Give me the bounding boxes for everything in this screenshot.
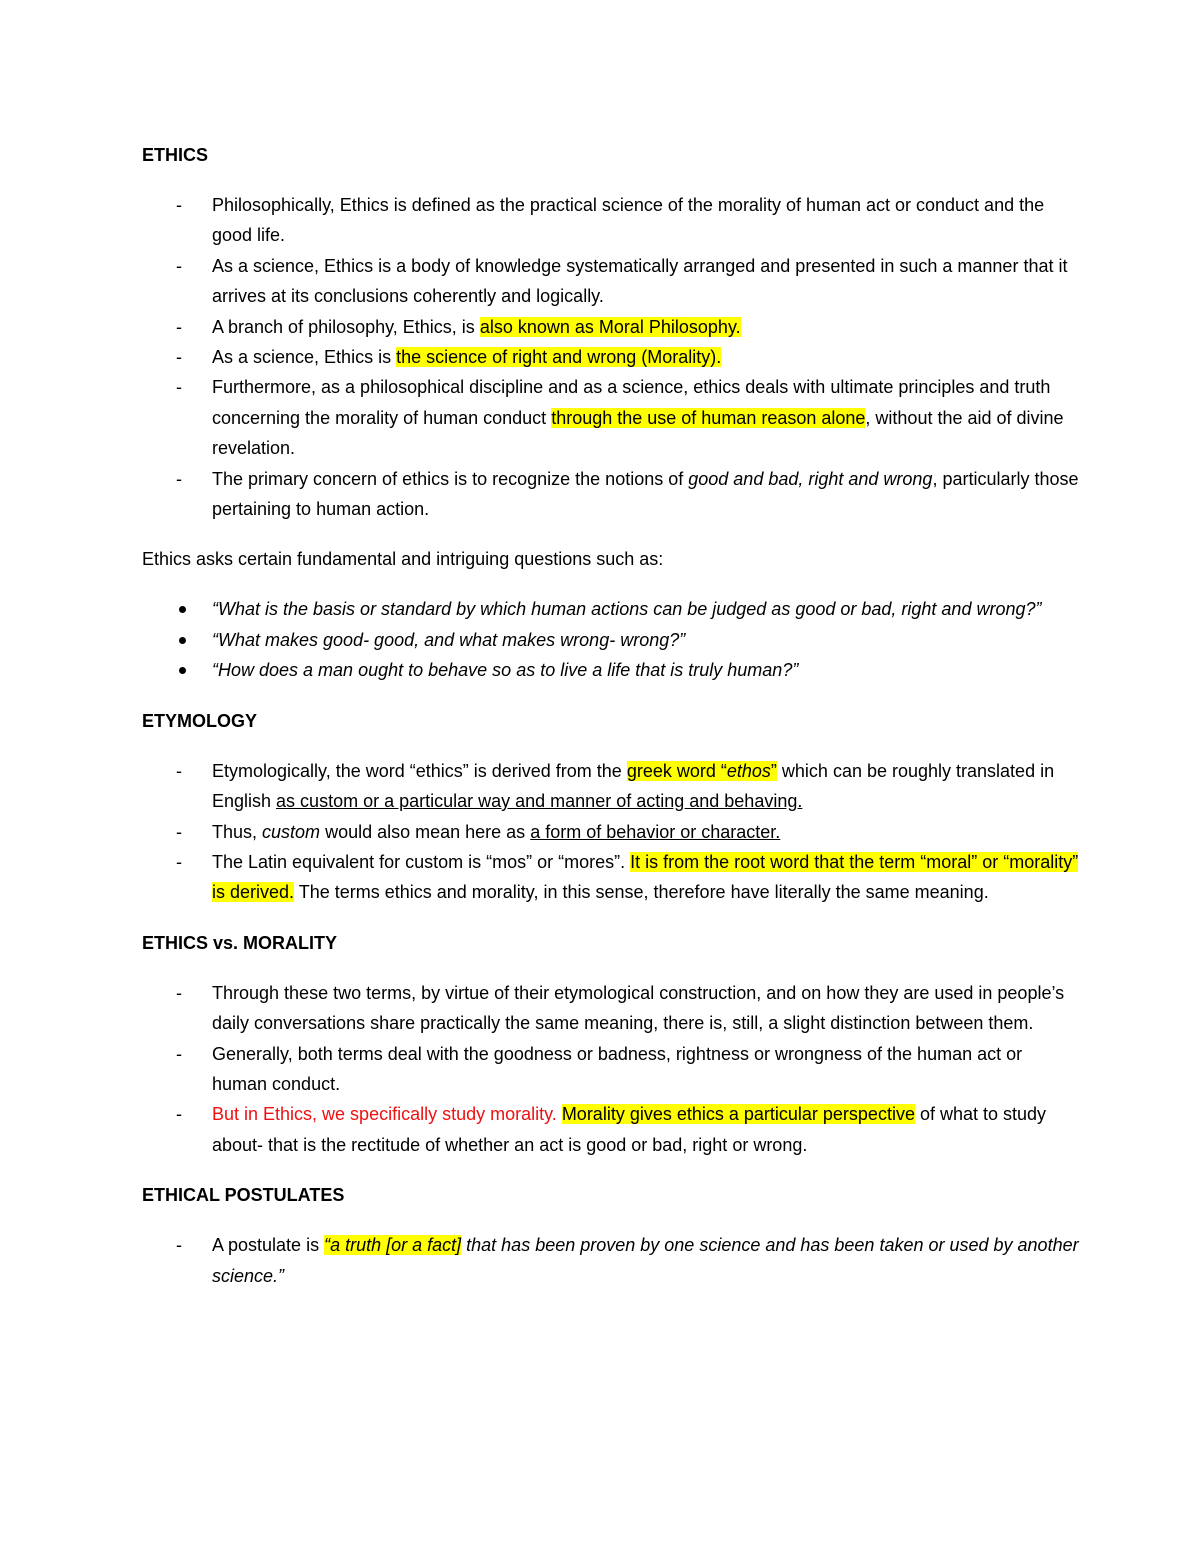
list-item: [142, 756, 1080, 817]
list-item: [142, 847, 1080, 908]
item-text: As a science, Ethics is a body of knowledge systematically arranged and presented in such a manner that it arrives at its conclusions coherently and logically.: [212, 255, 1068, 307]
question-item: “How does a man ought to behave so as to live a life that is truly human?”: [142, 655, 1080, 685]
etymology-list: [142, 756, 1080, 908]
ethics-list: [142, 190, 1080, 524]
section-heading-ethics: ETHICS: [142, 145, 209, 165]
item-text: A branch of philosophy, Ethics, is: [212, 316, 480, 337]
list-item: [142, 1099, 1080, 1160]
list-item: [142, 817, 1080, 847]
list-item: [142, 190, 1080, 251]
list-item: [142, 978, 1080, 1039]
item-text: A postulate is: [212, 1235, 325, 1256]
item-text: Through these two terms, by virtue of their etymological construction, and on how they are used in people’s daily conversations share practically the same meaning, there is, still, a slight distinction between them.: [212, 982, 1065, 1034]
postulates-list: [142, 1230, 1080, 1291]
section-heading-etymology: ETYMOLOGY: [142, 710, 258, 731]
highlighted-text: through the use of human reason alone: [551, 407, 866, 428]
questions-intro: Ethics asks certain fundamental and intriguing questions such as:: [142, 549, 664, 570]
highlighted-text: “a truth [or a fact]: [324, 1235, 462, 1256]
italic-text: good and bad, right and wrong: [688, 468, 933, 489]
item-text: As a science, Ethics is: [212, 347, 397, 368]
underlined-text: as custom or a particular way and manner of acting and behaving.: [276, 791, 803, 812]
highlight-part: ”: [770, 760, 777, 781]
italic-text: custom: [262, 821, 321, 842]
list-item: [142, 1230, 1080, 1291]
item-text: of what to study about- that is the rectitude of whether an act is good or bad, right or wrong.: [212, 1104, 1047, 1155]
item-text: The Latin equivalent for custom is “mos” or “mores”.: [212, 851, 631, 872]
list-item: [142, 372, 1080, 463]
section-heading-ethics-vs-morality: ETHICS vs. MORALITY: [142, 932, 338, 953]
item-text: Etymologically, the word “ethics” is derived from the: [212, 760, 627, 781]
item-text: which can be roughly translated in English: [212, 760, 1055, 812]
list-item: [142, 464, 1080, 525]
item-text: , particularly those pertaining to human action.: [212, 468, 1079, 520]
highlighted-text: also known as Moral Philosophy.: [479, 316, 741, 337]
list-item: [142, 251, 1080, 312]
item-text: Furthermore, as a philosophical discipline and as a science, ethics deals with ultimate principles and truth concerning the morality of human conduct: [212, 377, 1051, 428]
italic-text: that has been proven by one science and has been taken or used by another science.”: [212, 1235, 1079, 1286]
section-heading-ethical-postulates: ETHICAL POSTULATES: [142, 1185, 345, 1206]
item-text: would also mean here as: [320, 821, 531, 842]
question-item: “What makes good- good, and what makes wrong- wrong?”: [142, 625, 1080, 655]
item-text: The primary concern of ethics is to recognize the notions of: [212, 468, 689, 489]
questions-list: [142, 594, 1080, 685]
italic-text: ethos: [726, 760, 771, 781]
red-text: But in Ethics, we specifically study morality.: [212, 1104, 557, 1125]
list-item: [142, 342, 1080, 372]
highlight-part: greek word “: [626, 760, 727, 781]
item-text: , without the aid of divine revelation.: [212, 407, 1064, 459]
list-item: [142, 312, 1080, 342]
item-text: The terms ethics and morality, in this sense, therefore have literally the same meaning.: [294, 882, 989, 903]
highlighted-text: the science of right and wrong (Morality).: [396, 347, 722, 368]
item-text: Thus,: [212, 821, 263, 842]
highlighted-text: [627, 761, 777, 781]
underlined-text: a form of behavior or character.: [530, 821, 781, 842]
ethics-vs-morality-list: [142, 978, 1080, 1160]
item-text: Generally, both terms deal with the goodness or badness, rightness or wrongness of the human act or human conduct.: [212, 1043, 1023, 1094]
question-item: “What is the basis or standard by which human actions can be judged as good or bad, right and wrong?”: [142, 594, 1080, 624]
item-text: Philosophically, Ethics is defined as the practical science of the morality of human act or conduct and the good life.: [212, 195, 1045, 246]
highlighted-text: Morality gives ethics a particular perspective: [561, 1104, 915, 1125]
highlighted-text: It is from the root word that the term “moral” or “morality” is derived.: [212, 851, 1079, 903]
list-item: [142, 1039, 1080, 1100]
